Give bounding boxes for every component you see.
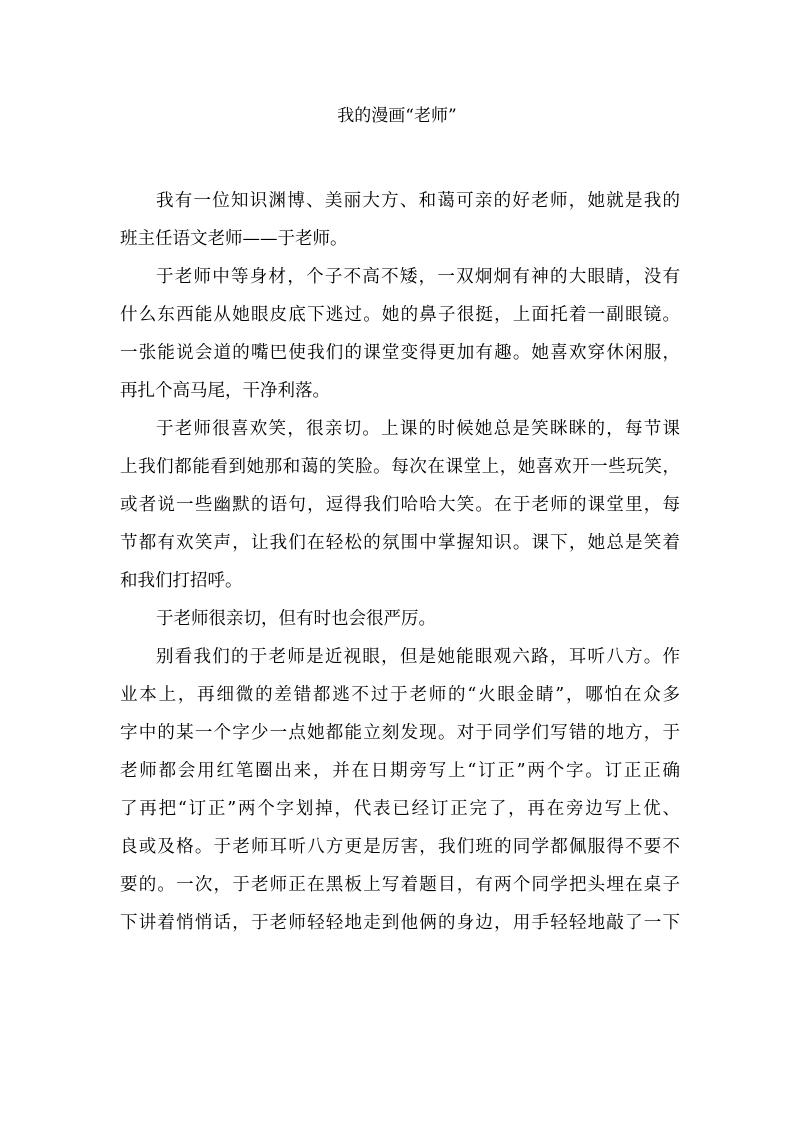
text-line: 字中的某一个字少一点她都能立刻发现。对于同学们写错的地方，于 bbox=[120, 723, 680, 743]
text-line: 再扎个高马尾，干净利落。 bbox=[120, 381, 330, 401]
text-line: 我有一位知识渊博、美丽大方、和蔼可亲的好老师，她就是我的 bbox=[156, 191, 680, 211]
text-line: 什么东西能从她眼皮底下逃过。她的鼻子很挺，上面托着一副眼镜。 bbox=[120, 305, 680, 325]
text-line: 于老师很喜欢笑，很亲切。上课的时候她总是笑眯眯的，每节课 bbox=[156, 419, 680, 439]
text-line: 于老师很亲切，但有时也会很严厉。 bbox=[156, 609, 436, 629]
text-line: 要的。一次，于老师正在黑板上写着题目，有两个同学把头埋在桌子 bbox=[120, 875, 680, 895]
text-line: 良或及格。于老师耳听八方更是厉害，我们班的同学都佩服得不要不 bbox=[120, 837, 680, 857]
text-line: 班主任语文老师——于老师。 bbox=[120, 229, 348, 249]
text-line: 上我们都能看到她那和蔼的笑脸。每次在课堂上，她喜欢开一些玩笑， bbox=[120, 457, 680, 477]
text-line: 和我们打招呼。 bbox=[120, 571, 243, 591]
text-line: 了再把“订正”两个字划掉，代表已经订正完了，再在旁边写上优、 bbox=[120, 799, 680, 819]
text-line: 或者说一些幽默的语句，逗得我们哈哈大笑。在于老师的课堂里，每 bbox=[120, 495, 680, 515]
text-line: 别看我们的于老师是近视眼，但是她能眼观六路，耳听八方。作 bbox=[156, 647, 680, 667]
document-title: 我的漫画“老师” bbox=[337, 106, 457, 126]
text-line: 节都有欢笑声，让我们在轻松的氛围中掌握知识。课下，她总是笑着 bbox=[120, 533, 680, 553]
text-line: 一张能说会道的嘴巴使我们的课堂变得更加有趣。她喜欢穿休闲服， bbox=[120, 343, 680, 363]
text-line: 老师都会用红笔圈出来，并在日期旁写上“订正”两个字。订正正确 bbox=[120, 761, 680, 781]
text-line: 业本上，再细微的差错都逃不过于老师的“火眼金睛”，哪怕在众多 bbox=[120, 685, 680, 705]
text-line: 下讲着悄悄话，于老师轻轻地走到他俩的身边，用手轻轻地敲了一下 bbox=[120, 913, 680, 933]
text-line: 于老师中等身材，个子不高不矮，一双炯炯有神的大眼睛，没有 bbox=[156, 267, 680, 287]
